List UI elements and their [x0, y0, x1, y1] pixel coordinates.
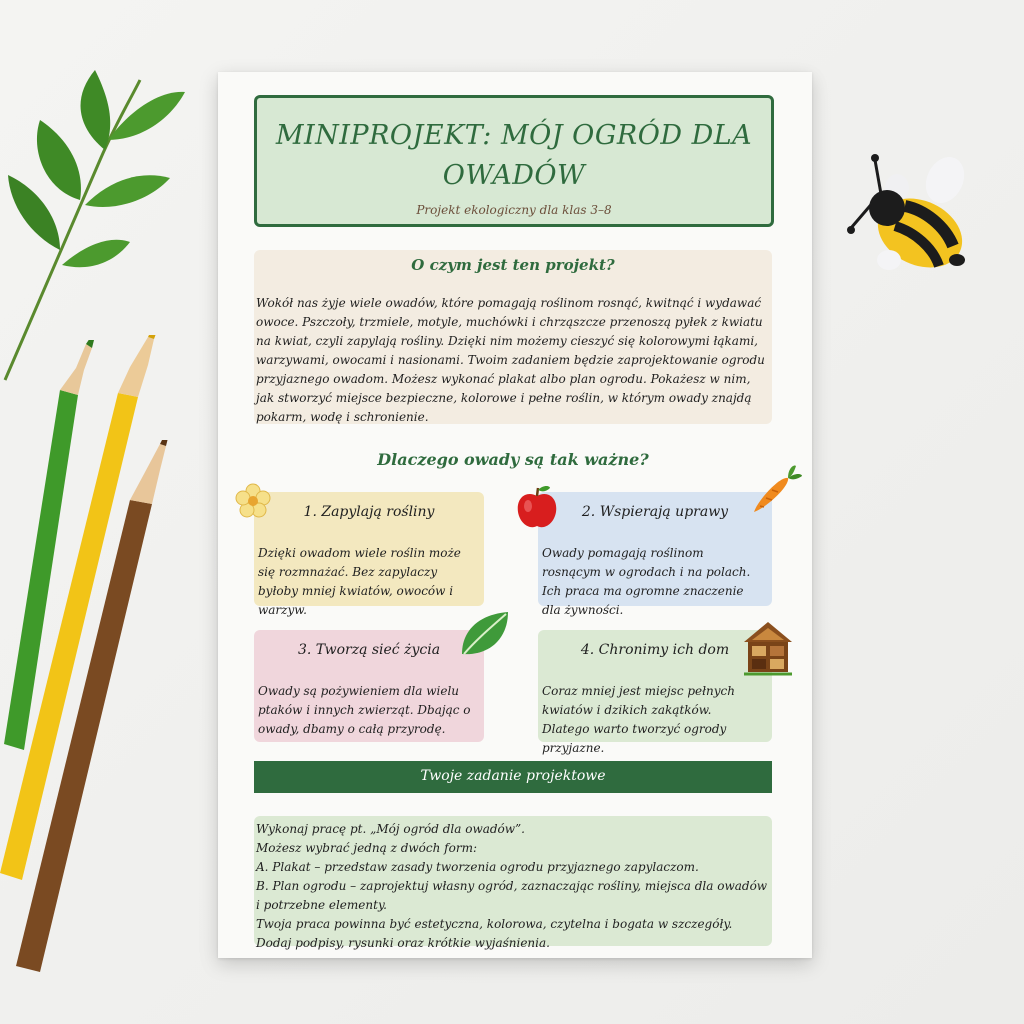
card-habitat — [538, 630, 772, 755]
card-text: Coraz mniej jest miejsc pełnych kwiatów i dzikich zakątków. Dlatego warto tworzyć ogrody przyjazne. — [542, 684, 735, 755]
card-title: 4. Chronimy ich dom — [580, 642, 730, 658]
task-line: A. Plakat – przedstaw zasady tworzenia ogrodu przyjaznego zapylaczom. — [256, 860, 699, 874]
card-title: 2. Wspierają uprawy — [581, 504, 729, 520]
card-web-of-life — [254, 630, 484, 742]
intro-section — [254, 250, 772, 424]
task-section — [254, 816, 772, 950]
title-box — [254, 95, 774, 227]
page-subtitle: Projekt ekologiczny dla klas 3–8 — [416, 203, 612, 217]
task-line: B. Plan ogrodu – zaprojektuj własny ogród, zaznaczając rośliny, miejsca dla owadów i potrzebne elementy. — [256, 879, 768, 912]
card-text: Owady pomagają roślinom rosnącym w ogrodach i na polach. Ich praca ma ogromne znaczenie dla żywności. — [542, 546, 751, 617]
task-text — [256, 820, 770, 953]
card-text: Dzięki owadom wiele roślin może się rozmnażać. Bez zapylaczy byłoby mniej kwiatów, owoców i warzyw. — [258, 546, 461, 617]
brown-pencil-icon — [10, 440, 180, 980]
leaf-icon — [458, 610, 512, 660]
card-text: Owady są pożywieniem dla wielu ptaków i innych zwierząt. Dbając o owady, dbamy o całą przyrodę. — [258, 684, 471, 736]
task-line: Możesz wybrać jedną z dwóch form: — [256, 841, 477, 855]
insect-hotel-icon — [742, 620, 794, 676]
carrot-icon — [748, 464, 804, 520]
card-title: 3. Tworzą sieć życia — [297, 642, 441, 658]
bee-toy-icon — [845, 148, 975, 288]
card-title: 1. Zapylają rośliny — [303, 504, 435, 520]
task-line: Twoja praca powinna być estetyczna, kolorowa, czytelna i bogata w szczegóły. Dodaj podpisy, rysunki oraz krótkie wyjaśnienia. — [256, 917, 733, 950]
card-pollination — [254, 492, 484, 617]
why-heading: Dlaczego owady są tak ważne? — [377, 450, 649, 469]
card-crops — [538, 492, 772, 617]
task-heading-band: Twoje zadanie projektowe — [254, 761, 772, 793]
flower-icon — [234, 482, 272, 520]
page-title: MINIPROJEKT: MÓJ OGRÓD DLA OWADÓW — [275, 120, 753, 191]
apple-icon — [514, 484, 560, 530]
intro-paragraph: Wokół nas żyje wiele owadów, które pomagają roślinom rosnąć, kwitnąć i wydawać owoce. Pszczoły, trzmiele, motyle, muchówki i chrząszcze przenoszą pyłek z kwiatu na kwiat, czyli zapylają rośliny. Dzięki nim możemy cieszyć się kolorowymi łąkami, warzywami, owocami i nasionami. Twoim zadaniem będzie zaprojektowanie ogrodu przyjaznego owadom. Możesz wykonać plakat albo plan ogrodu. Pokażesz w nim, jak stworzyć miejsce bezpieczne, kolorowe i pełne roślin, w którym owady znajdą pokarm, wodę i schronienie. — [256, 296, 765, 424]
intro-heading: O czym jest ten projekt? — [411, 256, 615, 274]
worksheet-page — [218, 72, 812, 958]
task-line: Wykonaj pracę pt. „Mój ogród dla owadów”. — [256, 822, 525, 836]
